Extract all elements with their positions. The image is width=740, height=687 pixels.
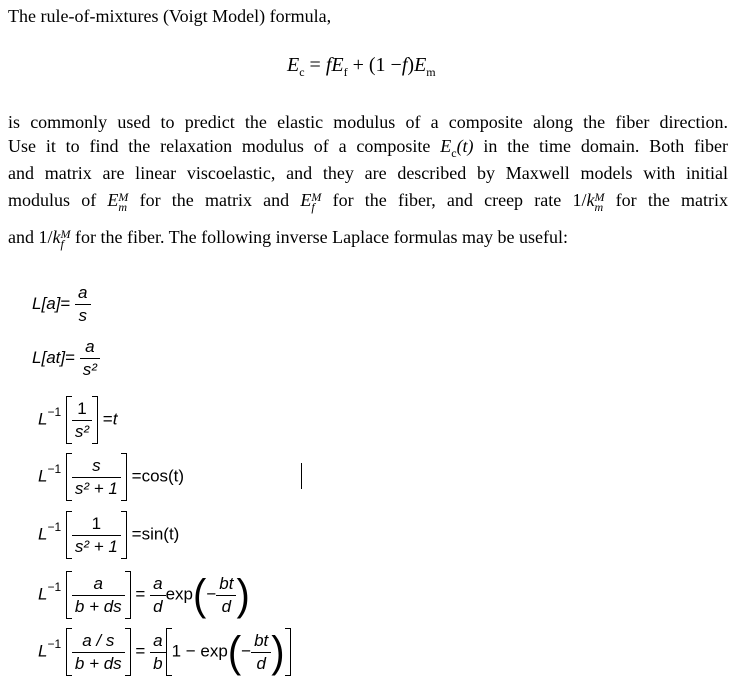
formula-inverse-laplace-t: $L^{-1}$ $\frac{1}{\text{s²}}$ =t <box>38 396 117 444</box>
paragraph-line-1: is commonly used to predict the elastic modulus of a composite along the fiber direction. <box>8 112 728 132</box>
formula-inverse-laplace-cos: $L^{-1}$ $\frac{s}{\text{s² + 1}}$ =cos(t) <box>38 453 184 501</box>
paragraph-line-4: modulus of E M m for the matrix and E M f for the fiber, and creep rate 1/k M m for the matrix <box>8 189 729 214</box>
intro-text: The rule-of-mixtures (Voigt Model) formula, <box>8 6 332 26</box>
formula-laplace-constant: L[a]= $\frac{a}{s}$ <box>32 282 91 327</box>
voigt-formula: $E_c = fE_f + (1 -f)E_m$ <box>287 54 436 79</box>
formula-laplace-linear: L[at]= $\frac{a}{\text{s²}}$ <box>32 336 100 381</box>
paragraph-line-3: and matrix are linear viscoelastic, and they are described by Maxwell models with initial <box>8 163 728 183</box>
paragraph-line-5: and 1/k M f for the fiber. The following inverse Laplace formulas may be useful: <box>8 226 569 251</box>
formula-inverse-laplace-exp-over-s: $L^{-1}$ $\frac{a / s}{b + ds}$ = $\frac{a}{b}$ 1 − exp(− $\frac{bt}{d}$ ) <box>38 628 291 676</box>
text-cursor <box>301 463 302 489</box>
paragraph-line-2: Use it to find the relaxation modulus of a composite $E_c(t)$ in the time domain. Both fiber <box>8 136 729 160</box>
formula-inverse-laplace-exp: $L^{-1}$ $\frac{a}{b + ds}$ = $\frac{a}{d}$ exp(− $\frac{bt}{d}$ ) <box>38 570 250 620</box>
formula-inverse-laplace-sin: $L^{-1}$ $\frac{1}{\text{s² + 1}}$ =sin(t) <box>38 511 179 559</box>
